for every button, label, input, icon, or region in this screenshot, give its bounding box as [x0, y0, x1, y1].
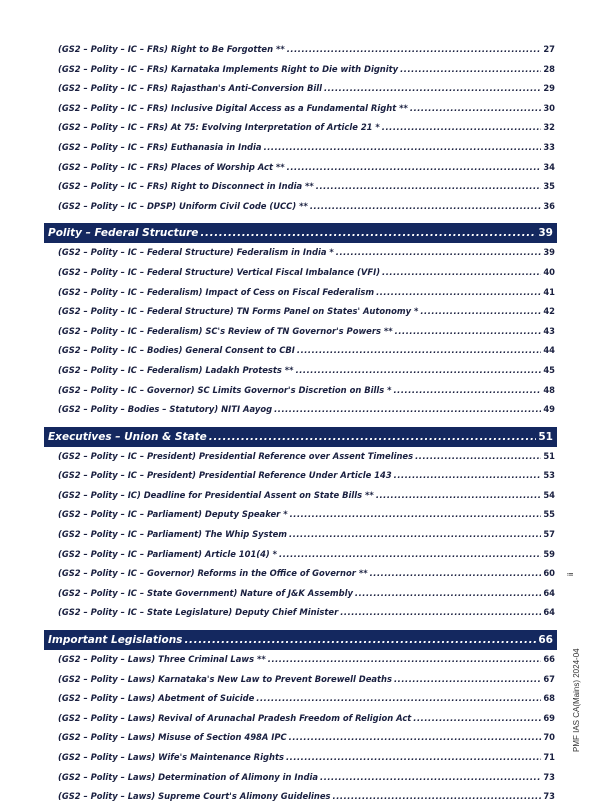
- toc-entry[interactable]: [44, 568, 557, 588]
- entry-title: (GS2 – Polity – IC – State Government) Nature of J&K Assembly: [58, 587, 353, 598]
- page-ref: 45: [543, 364, 555, 375]
- page-ref: 53: [543, 470, 555, 481]
- page-ref: 43: [543, 325, 555, 336]
- page-number: ii: [566, 572, 575, 576]
- entry-title: (GS2 – Polity – IC – FRs) Euthanasia in India: [58, 141, 262, 152]
- section-title: Polity – Federal Structure: [48, 227, 199, 240]
- entry-title: (GS2 – Polity – IC – FRs) At 75: Evolving Interpretation of Article 21 *: [58, 122, 380, 133]
- dot-leader: [395, 326, 542, 336]
- dot-leader: [336, 247, 542, 257]
- dot-leader: [340, 607, 541, 617]
- page-ref: 32: [543, 122, 555, 133]
- entry-title: (GS2 – Polity – IC – President) Presidential Reference over Assent Timelines: [58, 450, 414, 461]
- page-ref: 66: [543, 654, 555, 665]
- dot-leader: [394, 674, 541, 684]
- toc-entry[interactable]: [44, 752, 557, 772]
- dot-leader: [184, 634, 536, 646]
- toc-entry[interactable]: [44, 588, 557, 608]
- dot-leader: [279, 549, 541, 559]
- toc-entry[interactable]: [44, 772, 557, 792]
- toc-entry[interactable]: [44, 654, 557, 674]
- toc-entry[interactable]: [44, 44, 557, 64]
- page-ref: 30: [543, 102, 555, 113]
- toc-entry[interactable]: [44, 713, 557, 733]
- page-ref: 67: [543, 673, 555, 684]
- page-ref: 27: [543, 44, 555, 54]
- dot-leader: [310, 201, 542, 211]
- toc-entry[interactable]: [44, 365, 557, 385]
- page-ref: 68: [543, 693, 555, 704]
- dot-leader: [394, 470, 542, 480]
- page-ref: 28: [543, 63, 555, 74]
- toc-entry[interactable]: [44, 490, 557, 510]
- entry-title: (GS2 – Polity – Bodies – Statutory) NITI Aayog: [58, 404, 273, 415]
- dot-leader: [316, 181, 542, 191]
- toc-entry[interactable]: [44, 693, 557, 713]
- dot-leader: [415, 451, 541, 461]
- dot-leader: [382, 122, 542, 132]
- toc-entry[interactable]: [44, 103, 557, 123]
- entry-title: (GS2 – Polity – IC – State Legislature) Deputy Chief Minister: [58, 607, 339, 618]
- dot-leader: [287, 44, 542, 54]
- toc-entry[interactable]: [44, 122, 557, 142]
- dot-leader: [420, 306, 541, 316]
- entry-title: (GS2 – Polity – IC – Parliament) Article 101(4) *: [58, 548, 278, 559]
- dot-leader: [393, 385, 541, 395]
- page-ref: 71: [543, 752, 555, 762]
- dot-leader: [413, 713, 541, 723]
- page-ref: 55: [543, 509, 555, 520]
- entry-title: (GS2 – Polity – IC – FRs) Rajasthan's Anti-Conversion Bill: [58, 83, 322, 94]
- page-ref: 54: [543, 489, 555, 500]
- entry-title: (GS2 – Polity – IC – Parliament) The Whip System: [58, 529, 288, 540]
- toc-section-header[interactable]: [44, 223, 557, 243]
- toc-entry[interactable]: [44, 162, 557, 182]
- dot-leader: [287, 162, 542, 172]
- page-ref: 40: [543, 266, 555, 277]
- page-ref: 36: [543, 200, 555, 211]
- entry-title: (GS2 – Polity – Laws) Supreme Court's Alimony Guidelines: [58, 791, 331, 802]
- dot-leader: [274, 404, 541, 414]
- table-of-contents: [44, 44, 557, 811]
- page-ref: 34: [543, 161, 555, 172]
- page-ref: 33: [543, 141, 555, 152]
- page-ref: 51: [543, 450, 555, 461]
- page-ref: 44: [543, 345, 555, 356]
- dot-leader: [290, 509, 542, 519]
- page-ref: 57: [543, 529, 555, 540]
- dot-leader: [382, 267, 541, 277]
- dot-leader: [268, 654, 542, 664]
- entry-title: (GS2 – Polity – IC – Parliament) Deputy Speaker *: [58, 509, 288, 520]
- page-ref: 64: [543, 607, 555, 618]
- page-ref: 49: [543, 404, 555, 415]
- page-ref: 66: [538, 634, 553, 647]
- entry-title: (GS2 – Polity – IC – Federal Structure) Vertical Fiscal Imbalance (VFI): [58, 266, 381, 277]
- page-ref: 70: [543, 732, 555, 743]
- entry-title: (GS2 – Polity – IC – Federalism) Impact of Cess on Fiscal Federalism: [58, 286, 375, 297]
- page-ref: 64: [543, 587, 555, 598]
- toc-entry[interactable]: [44, 732, 557, 752]
- toc-entry[interactable]: [44, 142, 557, 162]
- toc-entry[interactable]: [44, 345, 557, 365]
- toc-entry[interactable]: [44, 326, 557, 346]
- toc-section-header[interactable]: [44, 630, 557, 650]
- toc-entry[interactable]: [44, 791, 557, 811]
- dot-leader: [200, 227, 536, 239]
- entry-title: (GS2 – Polity – IC – President) Presidential Reference Under Article 143: [58, 470, 392, 481]
- dot-leader: [410, 103, 541, 113]
- toc-entry[interactable]: [44, 404, 557, 424]
- toc-entry[interactable]: [44, 181, 557, 201]
- page-ref: 51: [538, 430, 553, 443]
- page-ref: 39: [543, 247, 555, 258]
- toc-entry[interactable]: [44, 247, 557, 267]
- toc-entry[interactable]: [44, 674, 557, 694]
- dot-leader: [289, 732, 542, 742]
- entry-title: (GS2 – Polity – Laws) Revival of Arunachal Pradesh Freedom of Religion Act: [58, 712, 412, 723]
- dot-leader: [333, 791, 542, 801]
- toc-entry[interactable]: [44, 83, 557, 103]
- footer-title: PMF IAS CA(Mains) 2024-04: [572, 648, 581, 752]
- dot-leader: [286, 752, 541, 762]
- toc-entry[interactable]: [44, 529, 557, 549]
- entry-title: (GS2 – Polity – IC – Federalism) Ladakh Protests **: [58, 364, 294, 375]
- page-ref: 41: [543, 286, 555, 297]
- page-ref: 42: [543, 306, 555, 317]
- page-ref: 48: [543, 384, 555, 395]
- entry-title: (GS2 – Polity – IC – Federalism) SC's Review of TN Governor's Powers **: [58, 325, 393, 336]
- page-ref: 60: [543, 568, 555, 579]
- page-ref: 69: [543, 712, 555, 723]
- entry-title: (GS2 – Polity – IC – DPSP) Uniform Civil Code (UCC) **: [58, 200, 308, 211]
- entry-title: (GS2 – Polity – IC – Bodies) General Consent to CBI: [58, 345, 295, 356]
- entry-title: (GS2 – Polity – IC – Governor) SC Limits Governor's Discretion on Bills *: [58, 384, 392, 395]
- toc-entry[interactable]: [44, 287, 557, 307]
- entry-title: (GS2 – Polity – Laws) Wife's Maintenance Rights: [58, 752, 284, 762]
- toc-entry[interactable]: [44, 201, 557, 221]
- entry-title: (GS2 – Polity – Laws) Abetment of Suicide: [58, 693, 255, 704]
- entry-title: (GS2 – Polity – IC – Federal Structure) TN Forms Panel on States' Autonomy *: [58, 306, 419, 317]
- entry-title: (GS2 – Polity – Laws) Karnataka's New Law to Prevent Borewell Deaths: [58, 673, 392, 684]
- dot-leader: [297, 345, 541, 355]
- dot-leader: [370, 568, 542, 578]
- dot-leader: [209, 431, 537, 443]
- entry-title: (GS2 – Polity – Laws) Misuse of Section 498A IPC: [58, 732, 287, 743]
- entry-title: (GS2 – Polity – IC) Deadline for Presidential Assent on State Bills **: [58, 489, 374, 500]
- dot-leader: [296, 365, 542, 375]
- entry-title: (GS2 – Polity – Laws) Three Criminal Laws **: [58, 654, 266, 665]
- section-title: Important Legislations: [48, 634, 183, 647]
- dot-leader: [256, 693, 541, 703]
- entry-title: (GS2 – Polity – IC – FRs) Karnataka Implements Right to Die with Dignity: [58, 63, 399, 74]
- toc-entry[interactable]: [44, 385, 557, 405]
- entry-title: (GS2 – Polity – IC – FRs) Right to Disconnect in India **: [58, 181, 314, 192]
- toc-entry[interactable]: [44, 267, 557, 287]
- toc-entry[interactable]: [44, 306, 557, 326]
- toc-entry[interactable]: [44, 549, 557, 569]
- entry-title: (GS2 – Polity – IC – FRs) Inclusive Digital Access as a Fundamental Right **: [58, 102, 408, 113]
- entry-title: (GS2 – Polity – IC – FRs) Places of Worship Act **: [58, 161, 285, 172]
- page-ref: 35: [543, 181, 555, 192]
- dot-leader: [376, 490, 542, 500]
- page-ref: 39: [538, 227, 553, 240]
- entry-title: (GS2 – Polity – IC – FRs) Right to Be Forgotten **: [58, 44, 285, 54]
- toc-entry[interactable]: [44, 451, 557, 471]
- section-title: Executives – Union & State: [48, 430, 207, 443]
- dot-leader: [324, 83, 541, 93]
- toc-entry[interactable]: [44, 470, 557, 490]
- toc-entry[interactable]: [44, 64, 557, 84]
- toc-entry[interactable]: [44, 607, 557, 627]
- page-ref: 59: [543, 548, 555, 559]
- dot-leader: [376, 287, 541, 297]
- dot-leader: [320, 772, 541, 782]
- toc-section-header[interactable]: [44, 427, 557, 447]
- page-ref: 73: [543, 791, 555, 802]
- entry-title: (GS2 – Polity – Laws) Determination of Alimony in India: [58, 771, 319, 782]
- dot-leader: [355, 588, 541, 598]
- toc-entry[interactable]: [44, 509, 557, 529]
- dot-leader: [289, 529, 541, 539]
- entry-title: (GS2 – Polity – IC – Governor) Reforms in the Office of Governor **: [58, 568, 368, 579]
- page-ref: 29: [543, 83, 555, 94]
- dot-leader: [264, 142, 542, 152]
- dot-leader: [400, 64, 541, 74]
- entry-title: (GS2 – Polity – IC – Federal Structure) Federalism in India *: [58, 247, 334, 258]
- page-ref: 73: [543, 771, 555, 782]
